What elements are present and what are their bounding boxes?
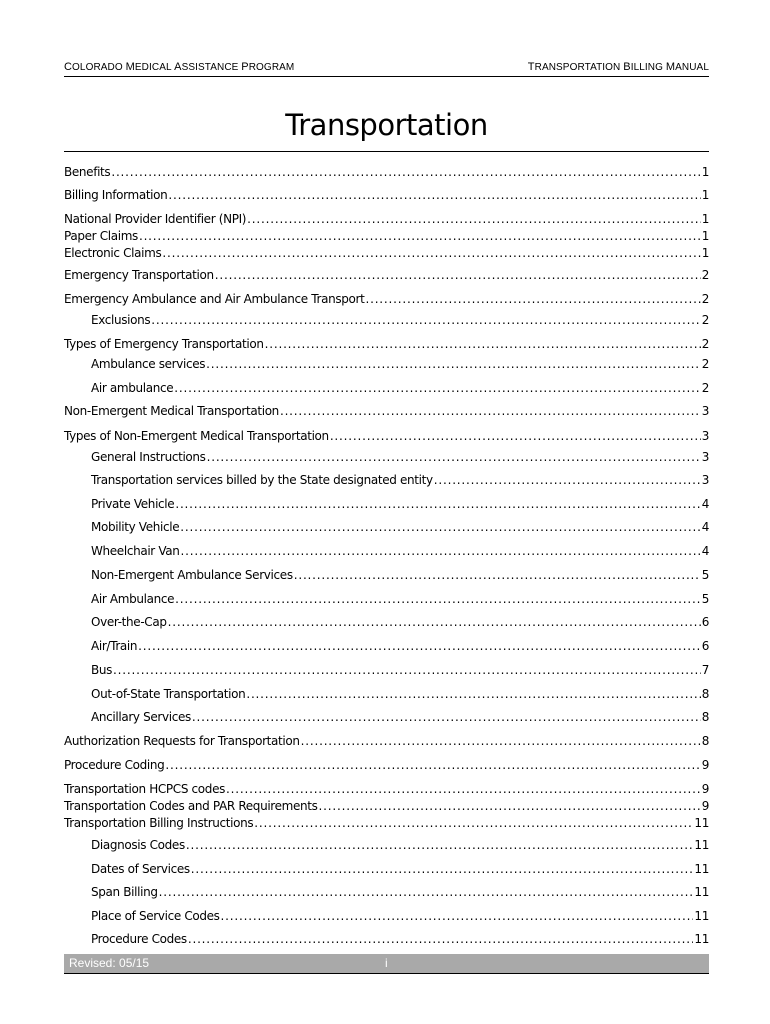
toc-entry[interactable] <box>64 228 709 244</box>
toc-entry[interactable] <box>64 733 709 749</box>
toc-entry-title: Non-Emergent Ambulance Services <box>91 568 293 582</box>
toc-dot-leader <box>175 591 701 607</box>
toc-dot-leader <box>111 164 700 180</box>
toc-entry-title: Billing Information <box>64 188 168 202</box>
toc-dot-leader <box>151 312 700 328</box>
toc-entry[interactable] <box>64 403 709 419</box>
toc-dot-leader <box>265 336 701 352</box>
toc-entry-title: Bus <box>91 663 113 677</box>
toc-entry-page: 9 <box>701 758 709 772</box>
toc-entry-title: Procedure Coding <box>64 758 165 772</box>
toc-dot-leader <box>186 837 694 853</box>
toc-entry-title: Types of Emergency Transportation <box>64 337 264 351</box>
toc-entry-title: Benefits <box>64 165 111 179</box>
toc-entry[interactable] <box>91 662 709 678</box>
revised-date: Revised: 05/15 <box>69 956 150 970</box>
toc-entry[interactable] <box>91 496 709 512</box>
toc-entry[interactable] <box>91 312 709 328</box>
toc-entry-page: 3 <box>701 450 709 464</box>
toc-dot-leader <box>138 638 701 654</box>
toc-entry-page: 11 <box>694 885 709 899</box>
toc-entry-page: 4 <box>701 497 709 511</box>
toc-dot-leader <box>247 211 701 227</box>
toc-dot-leader <box>319 798 701 814</box>
toc-entry-title: Emergency Transportation <box>64 268 214 282</box>
toc-dot-leader <box>180 519 700 535</box>
toc-dot-leader <box>168 614 701 630</box>
toc-entry[interactable] <box>91 908 709 924</box>
toc-entry-title: Over-the-Cap <box>91 615 167 629</box>
toc-entry[interactable] <box>64 245 709 261</box>
toc-entry[interactable] <box>64 291 709 307</box>
toc-entry[interactable] <box>91 591 709 607</box>
toc-entry-title: Authorization Requests for Transportation <box>64 734 300 748</box>
toc-entry[interactable] <box>64 164 709 180</box>
toc-entry-title: Air ambulance <box>91 381 174 395</box>
toc-entry-page: 6 <box>701 615 709 629</box>
toc-entry[interactable] <box>64 781 709 797</box>
toc-dot-leader <box>301 733 701 749</box>
toc-dot-leader <box>246 686 700 702</box>
toc-entry-title: Wheelchair Van <box>91 544 180 558</box>
toc-entry-title: Transportation HCPCS codes <box>64 782 226 796</box>
toc-entry-page: 3 <box>701 404 709 418</box>
toc-entry-title: Private Vehicle <box>91 497 175 511</box>
toc-entry-title: Ambulance services <box>91 357 206 371</box>
toc-entry-page: 5 <box>701 592 709 606</box>
toc-entry-page: 5 <box>701 568 709 582</box>
toc-entry-title: Span Billing <box>91 885 158 899</box>
toc-entry-title: Out-of-State Transportation <box>91 687 246 701</box>
toc-entry-title: Diagnosis Codes <box>91 838 185 852</box>
toc-entry[interactable] <box>64 757 709 773</box>
toc-entry-page: 9 <box>701 782 709 796</box>
toc-entry-page: 8 <box>701 710 709 724</box>
toc-entry[interactable] <box>64 815 709 831</box>
toc-dot-leader <box>139 228 701 244</box>
toc-entry-title: Exclusions <box>91 313 151 327</box>
toc-entry[interactable] <box>91 837 709 853</box>
toc-dot-leader <box>181 543 701 559</box>
toc-entry-page: 2 <box>701 357 709 371</box>
toc-entry[interactable] <box>64 798 709 814</box>
toc-dot-leader <box>165 757 700 773</box>
toc-entry-title: Emergency Ambulance and Air Ambulance Transport <box>64 292 365 306</box>
toc-dot-leader <box>191 861 694 877</box>
toc-entry-title: Electronic Claims <box>64 246 162 260</box>
toc-entry-title: Air Ambulance <box>91 592 175 606</box>
toc-entry[interactable] <box>91 380 709 396</box>
page-title: Transportation <box>285 108 488 142</box>
toc-entry-title: General Instructions <box>91 450 206 464</box>
toc-dot-leader <box>330 428 701 444</box>
toc-dot-leader <box>113 662 701 678</box>
toc-entry[interactable] <box>91 861 709 877</box>
header-manual-name: TRANSPORTATION BILLING MANUAL <box>527 61 709 73</box>
toc-entry-page: 7 <box>701 663 709 677</box>
toc-entry-page: 6 <box>701 639 709 653</box>
toc-entry-title: Types of Non-Emergent Medical Transportation <box>64 429 329 443</box>
header-program-name: COLORADO MEDICAL ASSISTANCE PROGRAM <box>64 61 295 73</box>
toc-entry-title: Ancillary Services <box>91 710 191 724</box>
toc-entry[interactable] <box>91 931 709 947</box>
toc-entry[interactable] <box>64 211 709 227</box>
toc-entry[interactable] <box>91 356 709 372</box>
toc-entry-page: 8 <box>701 687 709 701</box>
toc-entry[interactable] <box>91 638 709 654</box>
toc-entry-page: 2 <box>701 381 709 395</box>
toc-entry-page: 8 <box>701 734 709 748</box>
toc-entry[interactable] <box>91 449 709 465</box>
toc-entry[interactable] <box>64 336 709 352</box>
toc-entry[interactable] <box>64 428 709 444</box>
toc-entry[interactable] <box>91 543 709 559</box>
toc-entry[interactable] <box>91 519 709 535</box>
toc-entry-page: 2 <box>701 268 709 282</box>
toc-dot-leader <box>162 245 700 261</box>
toc-entry[interactable] <box>91 567 709 583</box>
toc-entry-page: 3 <box>701 473 709 487</box>
toc-entry[interactable] <box>91 614 709 630</box>
toc-entry-page: 4 <box>701 544 709 558</box>
toc-entry-page: 1 <box>701 165 709 179</box>
toc-dot-leader <box>188 931 694 947</box>
toc-entry-page: 9 <box>701 799 709 813</box>
toc-entry-page: 11 <box>694 838 709 852</box>
toc-dot-leader <box>207 449 701 465</box>
toc-dot-leader <box>168 187 700 203</box>
toc-entry-title: Transportation Billing Instructions <box>64 816 254 830</box>
toc-dot-leader <box>221 908 694 924</box>
toc-entry[interactable] <box>91 686 709 702</box>
toc-dot-leader <box>434 472 701 488</box>
toc-entry-title: National Provider Identifier (NPI) <box>64 212 247 226</box>
toc-entry-page: 11 <box>694 909 709 923</box>
toc-entry-page: 3 <box>701 429 709 443</box>
toc-entry-title: Transportation services billed by the State designated entity <box>91 473 433 487</box>
toc-dot-leader <box>159 884 694 900</box>
toc-entry-title: Transportation Codes and PAR Requirements <box>64 799 318 813</box>
toc-dot-leader <box>365 291 700 307</box>
toc-entry-page: 11 <box>694 862 709 876</box>
toc-entry-title: Mobility Vehicle <box>91 520 180 534</box>
toc-entry[interactable] <box>91 709 709 725</box>
toc-dot-leader <box>294 567 701 583</box>
toc-entry-page: 1 <box>701 188 709 202</box>
toc-entry-title: Procedure Codes <box>91 932 187 946</box>
toc-entry-page: 11 <box>694 816 709 830</box>
toc-dot-leader <box>206 356 701 372</box>
toc-entry-title: Place of Service Codes <box>91 909 220 923</box>
toc-entry-page: 2 <box>701 292 709 306</box>
toc-entry-page: 1 <box>701 246 709 260</box>
toc-entry-title: Non-Emergent Medical Transportation <box>64 404 279 418</box>
toc-entry-page: 2 <box>701 337 709 351</box>
toc-entry[interactable] <box>64 267 709 283</box>
footer-page-number: i <box>385 956 388 970</box>
toc-entry-title: Paper Claims <box>64 229 138 243</box>
toc-entry-page: 1 <box>701 212 709 226</box>
page-footer <box>64 954 709 974</box>
toc-dot-leader <box>174 380 700 396</box>
toc-entry-page: 1 <box>701 229 709 243</box>
toc-entry[interactable] <box>64 187 709 203</box>
toc-entry[interactable] <box>91 472 709 488</box>
toc-entry-page: 4 <box>701 520 709 534</box>
toc-dot-leader <box>175 496 700 512</box>
toc-entry-title: Dates of Services <box>91 862 190 876</box>
toc-entry[interactable] <box>91 884 709 900</box>
toc-entry-page: 2 <box>701 313 709 327</box>
toc-entry-page: 11 <box>694 932 709 946</box>
toc-dot-leader <box>254 815 693 831</box>
toc-dot-leader <box>215 267 701 283</box>
toc-dot-leader <box>226 781 701 797</box>
toc-dot-leader <box>280 403 701 419</box>
toc-entry-title: Air/Train <box>91 639 138 653</box>
toc-dot-leader <box>192 709 701 725</box>
